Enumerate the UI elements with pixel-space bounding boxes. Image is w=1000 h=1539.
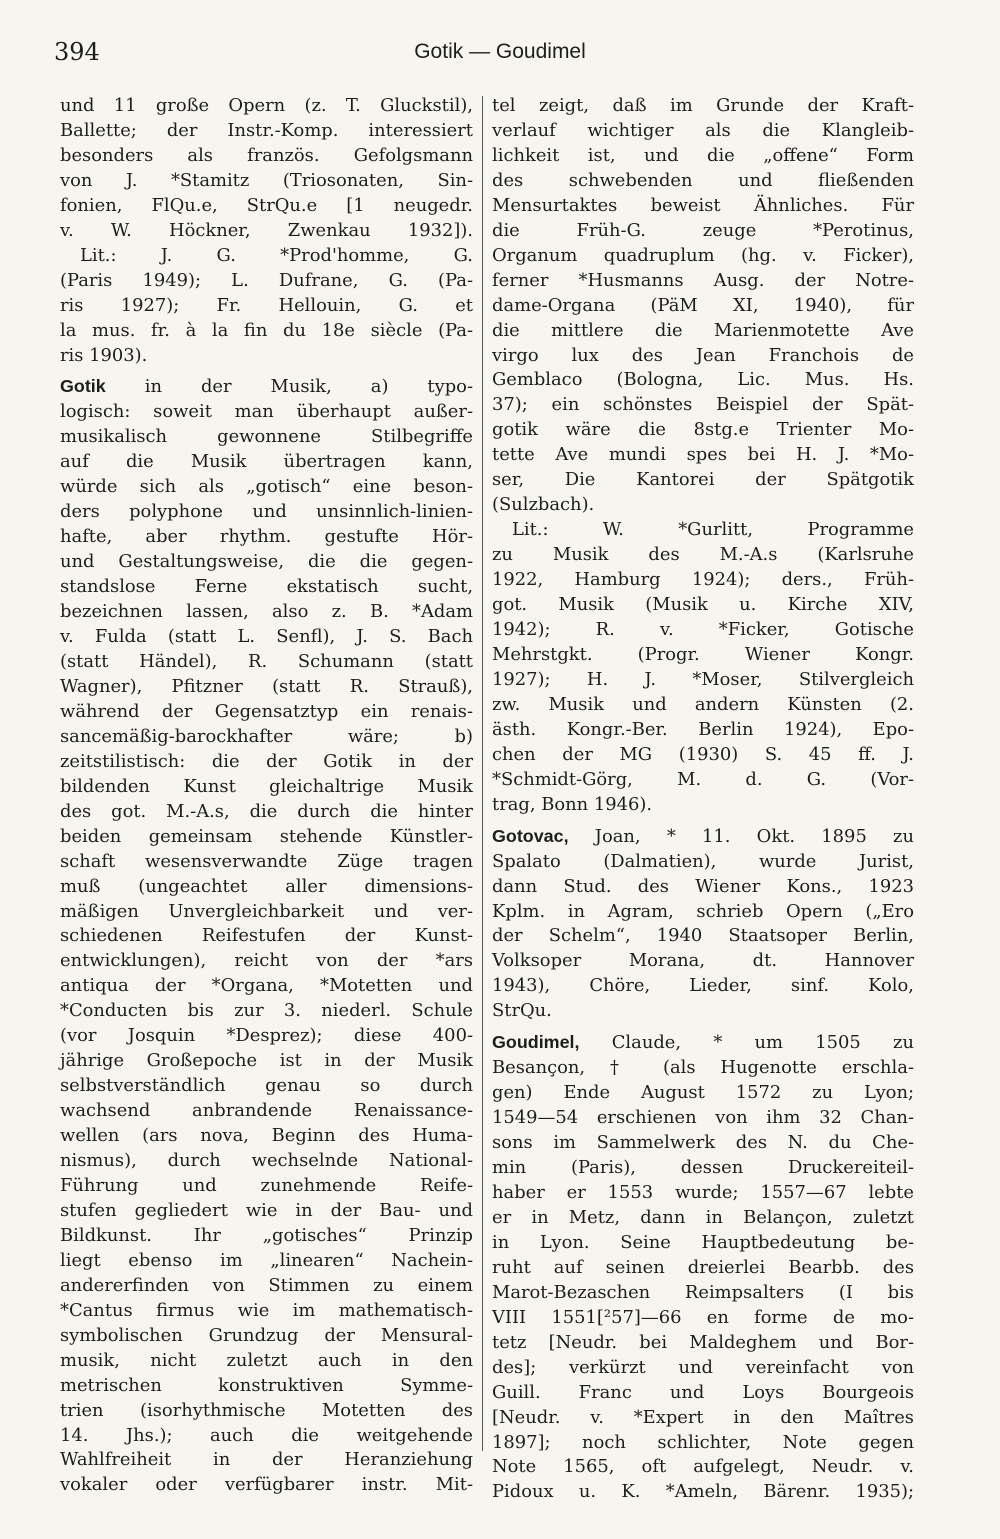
text-line: [492, 743, 914, 768]
text-line: [492, 1081, 914, 1106]
text-line: [492, 1281, 914, 1306]
text-line: [60, 1149, 473, 1174]
line-text: Besançon, † (als Hugenotte erschla-: [492, 1057, 914, 1079]
text-line: [60, 1124, 473, 1149]
text-line: [60, 1349, 473, 1374]
text-line: [60, 94, 473, 119]
text-line: [60, 144, 473, 169]
line-text: jährige Großepoche ist in der Musik: [60, 1050, 473, 1072]
line-text: des schwebenden und fließenden: [492, 169, 914, 191]
text-line: [492, 294, 914, 319]
text-line: [60, 575, 473, 600]
line-text: nismus), durch wechselnde National-: [60, 1150, 473, 1172]
right-column: [492, 94, 914, 1505]
text-line: [492, 518, 914, 543]
line-text: beiden gemeinsam stehende Künstler-: [60, 825, 473, 847]
line-text: mäßigen Unvergleichbarkeit und ver-: [60, 900, 473, 922]
text-line: [492, 269, 914, 294]
line-text: die Früh-G. zeuge *Perotinus,: [492, 219, 914, 241]
text-line: [492, 1406, 914, 1431]
line-text: Lit.: W. *Gurlitt, Programme: [512, 519, 914, 541]
text-line: [492, 1206, 914, 1231]
text-line: [60, 269, 473, 294]
text-line: [492, 1030, 914, 1056]
line-text: Joan, * 11. Okt. 1895 zu: [568, 825, 914, 847]
line-text: logisch: soweit man überhaupt außer-: [60, 401, 473, 423]
text-line: [492, 1480, 914, 1505]
line-text: Wahlfreiheit in der Heranziehung: [60, 1449, 473, 1471]
text-line: [60, 1299, 473, 1324]
line-text: dame-Organa (PäM XI, 1940), für: [492, 294, 914, 316]
text-line: [60, 244, 473, 269]
text-line: [492, 1231, 914, 1256]
line-text: Mensurtaktes beweist Ähnliches. Für: [492, 194, 914, 216]
line-text: dann Stud. des Wiener Kons., 1923: [492, 875, 914, 897]
text-line: [492, 900, 914, 925]
line-text: und 11 große Opern (z. T. Gluckstil),: [60, 95, 473, 116]
text-line: [492, 1431, 914, 1456]
line-text: des got. M.-A.s, die durch die hinter: [60, 800, 473, 822]
text-line: [492, 1356, 914, 1381]
text-line: [60, 1049, 473, 1074]
text-line: [60, 949, 473, 974]
text-line: [492, 1181, 914, 1206]
line-text: und Gestaltungsweise, die die gegen-: [60, 551, 473, 573]
column-divider: [482, 96, 483, 1451]
text-line: [60, 500, 473, 525]
text-line: [60, 1024, 473, 1049]
entry-keyword: Gotovac,: [492, 825, 569, 846]
text-line: [60, 400, 473, 425]
line-text: gotik wäre die 8stg.e Trienter Mo-: [492, 419, 914, 441]
line-text: wellen (ars nova, Beginn des Huma-: [60, 1125, 473, 1147]
line-text: Pidoux u. K. *Ameln, Bärenr. 1935);: [492, 1481, 914, 1503]
line-text: v. Fulda (statt L. Senfl), J. S. Bach: [60, 626, 473, 648]
line-text: haber er 1553 wurde; 1557—67 lebte: [492, 1181, 914, 1203]
line-text: von J. *Stamitz (Triosonaten, Sin-: [60, 169, 473, 191]
text-line: [492, 875, 914, 900]
line-text: würde sich als „gotisch“ eine beson-: [60, 476, 473, 498]
line-text: musik, nicht zuletzt auch in den: [60, 1349, 473, 1371]
line-text: (Paris 1949); L. Dufrane, G. (Pa-: [60, 269, 473, 291]
text-line: [60, 924, 473, 949]
text-line: [492, 824, 914, 850]
text-line: [60, 1324, 473, 1349]
line-text: 1927); H. J. *Moser, Stilvergleich: [492, 668, 914, 690]
line-text: VIII 1551[²57]—66 en forme de mo-: [492, 1306, 914, 1328]
line-text: chen der MG (1930) S. 45 ff. J.: [492, 743, 914, 765]
line-text: musikalisch gewonnene Stilbegriffe: [60, 426, 473, 448]
text-line: [492, 768, 914, 793]
line-text: vokaler oder verfügbarer instr. Mit-: [60, 1474, 473, 1496]
text-line: [60, 850, 473, 875]
text-line: [492, 1256, 914, 1281]
line-text: ders polyphone und unsinnlich-linien-: [60, 501, 473, 523]
line-text: sancemäßig-barockhafter wäre; b): [60, 725, 473, 747]
text-line: [60, 1473, 473, 1498]
line-text: hafte, aber rhythm. gestufte Hör-: [60, 526, 473, 548]
entry-keyword: Gotik: [60, 376, 106, 397]
text-line: [492, 244, 914, 269]
line-text: [Neudr. v. *Expert in den Maîtres: [492, 1406, 914, 1428]
line-text: Gemblaco (Bologna, Lic. Mus. Hs.: [492, 369, 914, 391]
line-text: 1549—54 erschienen von ihm 32 Chan-: [492, 1107, 914, 1129]
text-line: [492, 1131, 914, 1156]
text-line: [60, 800, 473, 825]
line-text: bildenden Kunst gleichaltrige Musik: [60, 775, 473, 797]
text-line: [492, 344, 914, 369]
running-head: Gotik — Goudimel: [414, 40, 586, 63]
line-text: Marot-Bezaschen Reimpsalters (I bis: [492, 1281, 914, 1303]
line-text: die mittlere die Marienmotette Ave: [492, 319, 914, 341]
text-line: [60, 1199, 473, 1224]
text-line: [492, 219, 914, 244]
text-line: [492, 668, 914, 693]
text-line: [492, 618, 914, 643]
line-text: ris 1927); Fr. Hellouin, G. et: [60, 294, 473, 316]
line-text: ferner *Husmanns Ausg. der Notre-: [492, 269, 914, 291]
text-line: [492, 418, 914, 443]
line-text: verlauf wichtiger als die Klangleib-: [492, 119, 914, 141]
line-text: andererfinden von Stimmen zu einem: [60, 1274, 473, 1296]
text-line: [60, 1399, 473, 1424]
line-text: antiqua der *Organa, *Motetten und: [60, 975, 473, 997]
text-line: [60, 750, 473, 775]
line-text: ruht auf seinen dreierlei Bearbb. des: [492, 1256, 914, 1278]
line-text: Wagner), Pfitzner (statt R. Strauß),: [60, 675, 473, 697]
text-line: [492, 793, 914, 818]
line-text: Note 1565, oft aufgelegt, Neudr. v.: [492, 1456, 914, 1478]
text-line: [492, 119, 914, 144]
text-line: [492, 718, 914, 743]
text-line: [60, 1249, 473, 1274]
text-line: [492, 468, 914, 493]
line-text: während der Gegensatztyp ein renais-: [60, 700, 473, 722]
line-text: la mus. fr. à la fin du 18e siècle (Pa-: [60, 319, 473, 341]
text-line: [492, 949, 914, 974]
text-line: [60, 1099, 473, 1124]
text-line: [492, 493, 914, 518]
text-line: [60, 1074, 473, 1099]
text-line: [60, 525, 473, 550]
line-text: zeitstilistisch: die der Gotik in der: [60, 750, 473, 772]
line-text: v. W. Höckner, Zwenkau 1932]).: [60, 219, 473, 241]
line-text: 14. Jhs.); auch die weitgehende: [60, 1424, 473, 1446]
text-line: [492, 393, 914, 418]
page-header: [54, 38, 946, 78]
line-text: trien (isorhythmische Motetten des: [60, 1399, 473, 1421]
text-line: [60, 1174, 473, 1199]
line-text: tetz [Neudr. bei Maldeghem und Bor-: [492, 1331, 914, 1353]
text-line: [60, 875, 473, 900]
text-line: [60, 475, 473, 500]
line-text: 1897]; noch schlichter, Note gegen: [492, 1431, 914, 1453]
text-line: [60, 650, 473, 675]
text-line: [60, 374, 473, 400]
line-text: Mehrstgkt. (Progr. Wiener Kongr.: [492, 643, 914, 665]
text-line: [60, 344, 473, 369]
line-text: in der Musik, a) typo-: [105, 376, 473, 398]
line-text: besonders als französ. Gefolgsmann: [60, 144, 473, 166]
text-line: [492, 643, 914, 668]
text-line: [60, 1224, 473, 1249]
line-text: ris 1903).: [60, 344, 148, 366]
line-text: Bildkunst. Ihr „gotisches“ Prinzip: [60, 1224, 473, 1246]
line-text: der Schelm“, 1940 Staatsoper Berlin,: [492, 925, 914, 947]
line-text: (Sulzbach).: [492, 494, 595, 516]
text-line: [492, 1455, 914, 1480]
line-text: lichkeit ist, und die „offene“ Form: [492, 144, 914, 166]
text-line: [60, 1374, 473, 1399]
line-text: selbstverständlich genau so durch: [60, 1075, 473, 1097]
line-text: 1943), Chöre, Lieder, sinf. Kolo,: [492, 975, 914, 997]
line-text: tette Ave mundi spes bei H. J. *Mo-: [492, 444, 914, 466]
text-line: [60, 169, 473, 194]
line-text: (vor Josquin *Desprez); diese 400-: [60, 1025, 473, 1047]
text-line: [60, 775, 473, 800]
text-line: [492, 1056, 914, 1081]
text-line: [60, 1274, 473, 1299]
line-text: ästh. Kongr.-Ber. Berlin 1924), Epo-: [492, 718, 914, 740]
line-text: stufen gegliedert wie in der Bau- und: [60, 1199, 473, 1221]
text-line: [60, 600, 473, 625]
line-text: *Cantus firmus wie im mathematisch-: [60, 1299, 473, 1321]
text-line: [60, 1424, 473, 1449]
text-line: [60, 974, 473, 999]
line-text: in Lyon. Seine Hauptbedeutung be-: [492, 1231, 914, 1253]
line-text: *Schmidt-Görg, M. d. G. (Vor-: [492, 768, 914, 790]
text-line: [492, 1156, 914, 1181]
text-line: [492, 144, 914, 169]
line-text: trag, Bonn 1946).: [492, 793, 653, 815]
text-line: [60, 319, 473, 344]
line-text: sons im Sammelwerk des N. du Che-: [492, 1132, 914, 1154]
line-text: Volksoper Morana, dt. Hannover: [492, 950, 914, 972]
text-line: [60, 550, 473, 575]
text-line: [60, 294, 473, 319]
line-text: bezeichnen lassen, also z. B. *Adam: [60, 601, 473, 623]
text-line: [492, 568, 914, 593]
line-text: fonien, FlQu.e, StrQu.e [1 neugedr.: [60, 194, 473, 216]
text-line: [492, 974, 914, 999]
line-text: *Conducten bis zur 3. niederl. Schule: [60, 1000, 473, 1022]
text-line: [492, 169, 914, 194]
line-text: Spalato (Dalmatien), wurde Jurist,: [492, 850, 914, 872]
line-text: Organum quadruplum (hg. v. Ficker),: [492, 244, 914, 266]
line-text: standslose Ferne ekstatisch sucht,: [60, 576, 473, 598]
text-line: [60, 194, 473, 219]
text-line: [60, 450, 473, 475]
text-line: [492, 368, 914, 393]
text-line: [60, 675, 473, 700]
line-text: symbolischen Grundzug der Mensural-: [60, 1324, 473, 1346]
line-text: entwicklungen), reicht von der *ars: [60, 950, 473, 972]
line-text: tel zeigt, daß im Grunde der Kraft-: [492, 95, 914, 116]
line-text: Ballette; der Instr.-Komp. interessiert: [60, 119, 473, 141]
left-column: [60, 94, 473, 1498]
text-line: [60, 900, 473, 925]
line-text: Kplm. in Agram, schrieb Opern („Ero: [492, 900, 914, 922]
text-line: [492, 194, 914, 219]
line-text: muß (ungeachtet aller dimensions-: [60, 875, 473, 897]
line-text: schaft wesensverwandte Züge tragen: [60, 850, 473, 872]
text-line: [492, 1331, 914, 1356]
line-text: gen) Ende August 1572 zu Lyon;: [492, 1082, 914, 1104]
text-line: [60, 425, 473, 450]
text-line: [60, 825, 473, 850]
line-text: min (Paris), dessen Druckereiteil-: [492, 1157, 914, 1179]
text-line: [492, 850, 914, 875]
text-line: [60, 219, 473, 244]
entry-keyword: Goudimel,: [492, 1032, 580, 1053]
text-line: [492, 1381, 914, 1406]
text-line: [60, 1448, 473, 1473]
text-line: [492, 1306, 914, 1331]
line-text: Guill. Franc und Loys Bourgeois: [492, 1381, 914, 1403]
line-text: wachsend anbrandende Renaissance-: [60, 1100, 473, 1122]
line-text: (statt Händel), R. Schumann (statt: [60, 650, 473, 672]
line-text: StrQu.: [492, 1000, 552, 1022]
text-line: [60, 119, 473, 144]
line-text: 1942); R. v. *Ficker, Gotische: [492, 619, 914, 641]
text-line: [492, 319, 914, 344]
line-text: 37); ein schönstes Beispiel der Spät-: [492, 394, 914, 416]
line-text: auf die Musik übertragen kann,: [60, 451, 473, 473]
text-line: [60, 700, 473, 725]
line-text: Claude, * um 1505 zu: [579, 1032, 914, 1054]
text-line: [492, 924, 914, 949]
line-text: got. Musik (Musik u. Kirche XIV,: [492, 594, 914, 616]
text-line: [492, 94, 914, 119]
line-text: Lit.: J. G. *Prod'homme, G.: [80, 244, 473, 266]
line-text: Führung und zunehmende Reife-: [60, 1174, 473, 1196]
text-line: [60, 999, 473, 1024]
line-text: liegt ebenso im „linearen“ Nachein-: [60, 1249, 473, 1271]
text-line: [492, 543, 914, 568]
page-number: 394: [54, 38, 100, 66]
line-text: virgo lux des Jean Franchois de: [492, 344, 914, 366]
text-line: [492, 999, 914, 1024]
line-text: zu Musik des M.-A.s (Karlsruhe: [492, 544, 914, 566]
text-line: [492, 443, 914, 468]
text-line: [492, 1106, 914, 1131]
text-line: [492, 693, 914, 718]
text-line: [60, 725, 473, 750]
line-text: metrischen konstruktiven Symme-: [60, 1374, 473, 1396]
text-line: [60, 625, 473, 650]
line-text: schiedenen Reifestufen der Kunst-: [60, 925, 473, 947]
line-text: er in Metz, dann in Belançon, zuletzt: [492, 1206, 914, 1228]
line-text: 1922, Hamburg 1924); ders., Früh-: [492, 569, 914, 591]
text-line: [492, 593, 914, 618]
line-text: zw. Musik und andern Künsten (2.: [492, 693, 914, 715]
line-text: ser, Die Kantorei der Spätgotik: [492, 469, 914, 491]
line-text: des]; verkürzt und vereinfacht von: [492, 1356, 914, 1378]
